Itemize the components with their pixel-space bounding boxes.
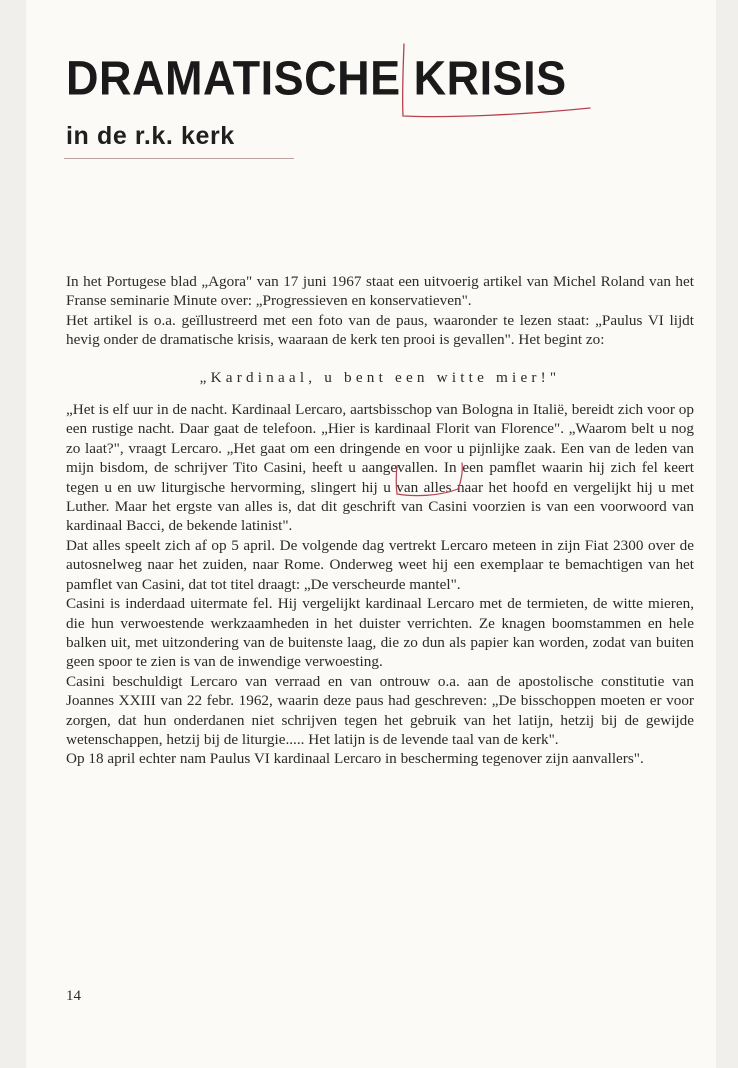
title-annotation-mark [403,44,590,117]
paragraph: Op 18 april echter nam Paulus VI kardinaal Lercaro in bescherming tegenover zijn aanvallers". [66,750,644,768]
paragraph: Casini beschuldigt Lercaro van verraad en van ontrouw o.a. aan de apostolische constitutie van Joannes XXIII van 22 febr. 1962, waarin deze paus had geschreven: „De bisschoppen moeten er voor zorgen, dat hun onderdanen niet schrijven tegen het gebruik van het latijn, hetzij bij de gewijde wetenschappen, hetzij bij de liturgie..... Het latijn is de levende taal van de kerk". [66,672,694,748]
paragraph: Het artikel is o.a. geïllustreerd met een foto van de paus, waaronder te lezen staat: „Paulus VI lijdt hevig onder de dramatische krisis, waaraan de kerk ten prooi is gevallen". Het begint zo: [66,311,694,349]
paragraph: „Het is elf uur in de nacht. Kardinaal Lercaro, aartsbisschop van Bologna in Italië, bereidt zich voor op een rustige nacht. Daar gaat de telefoon. „Hier is kardinaal Florit van Florence". „Waarom belt u nog zo laat?", vraagt Lercaro. „Het gaat om een dringende en voor u pijnlijke zaak. Een van de leden van mijn bisdom, de schrijver Tito Casini, heeft u aangevallen. In een pamflet waarin hij zich fel keert tegen u en uw liturgische hervorming, slingert hij u van alles naar het hoofd en vergelijkt hij u met Luther. Maar het ergste van alles is, dat dit geschrift van Casini voorzien is van een voorwoord van kardinaal Bacci, de bekende latinist". [66,401,694,535]
paragraph: In het Portugese blad „Agora" van 17 juni 1967 staat een uitvoerig artikel van Michel Roland van het Franse seminarie Minute over: „Progressieven en konservatieven". [66,273,694,310]
paragraph: Casini is inderdaad uitermate fel. Hij vergelijkt kardinaal Lercaro met de termieten, de witte mieren, die hun verwoestende werkzaamheden in het duister verrichten. Ze knagen boomstammen en hele balken uit, met uitzondering van de buitenste laag, die zo dun als papier kan worden, zodat van buiten geen spoor te zien is van de inwendige verwoesting. [66,595,694,671]
article-subtitle: in de r.k. kerk [66,122,235,150]
lercaro-annotation-mark [396,463,462,496]
quote-heading: „Kardinaal, u bent een witte mier!" [199,368,561,386]
paragraph: Dat alles speelt zich af op 5 april. De volgende dag vertrekt Lercaro meteen in zijn Fiat 2300 over de autosnelweg naar het zuiden, naar Rome. Onderweg weet hij een exemplaar te bemachtigen van het pamflet van Casini, dat tot titel draagt: „De verscheurde mantel". [66,536,694,593]
article-title: DRAMATISCHE KRISIS [66,50,567,106]
page-number: 14 [66,988,81,1004]
